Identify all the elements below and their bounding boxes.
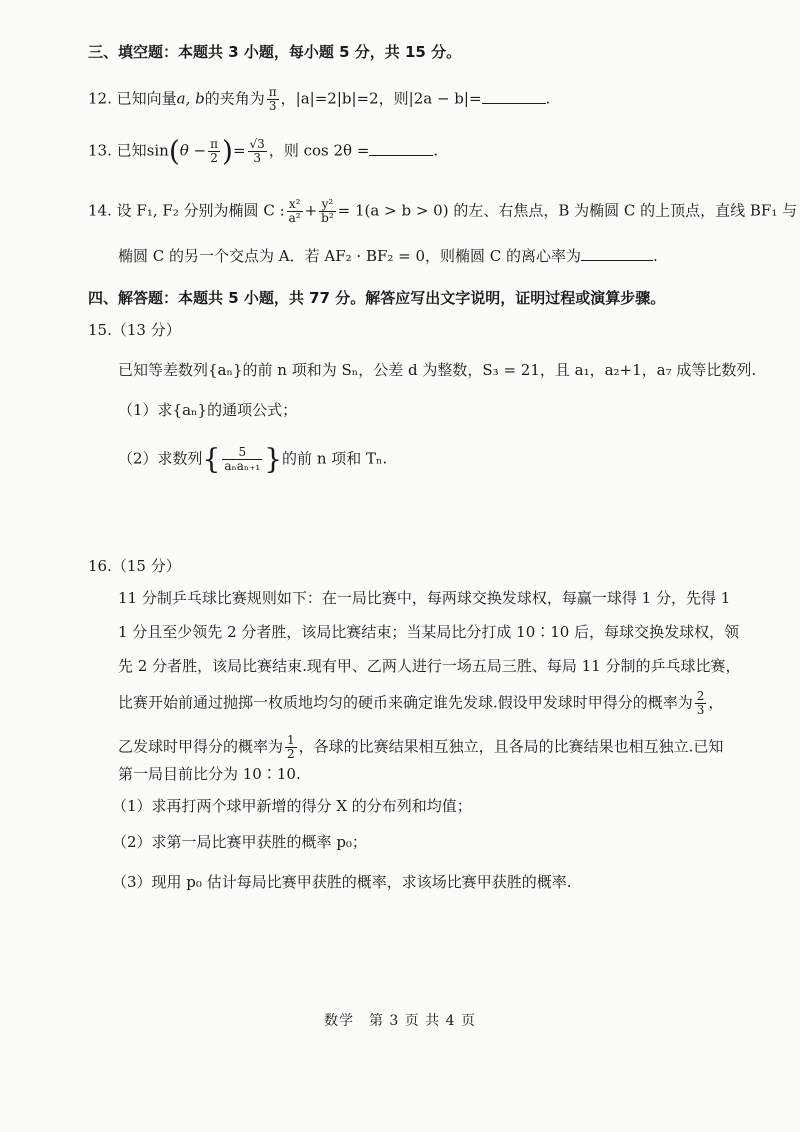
q16-para-line-5 (118, 734, 740, 761)
q15-fraction: $\frac{5}{\text{aₙaₙ₊₁}}$ (224, 445, 261, 473)
q16-p5-text-b: ，各球的比赛结果相互独立，且各局的比赛结果也相互独立.已知 (298, 737, 724, 756)
q12-angle-fraction: $\frac{\pi}{3}$ (268, 85, 277, 113)
q12-text-b: 的夹角为 (204, 89, 265, 108)
q16-para-line-4 (118, 690, 740, 717)
q16-p5-text-a: 乙发球时甲得分的概率为 (118, 737, 284, 756)
answer-blank[interactable] (369, 141, 433, 156)
q12-end: . (545, 89, 551, 108)
question-number: 12. (88, 89, 112, 108)
q16-para-line-3: 先 2 分者胜，该局比赛结束.现有甲、乙两人进行一场五局三胜、每局 11 分制的乒乓球比赛， (118, 657, 741, 675)
question-number: 14. (88, 201, 112, 220)
q16-prob-fraction-a: $\frac{2}{3}$ (696, 689, 705, 717)
q12-vectors: a, b (176, 89, 205, 108)
q13-pi-fraction: $\frac{\pi}{2}$ (210, 137, 219, 165)
question-16-part-1: （1）求再打两个球甲新增的得分 X 的分布列和均值； (112, 797, 472, 815)
q14-x-fraction: $\frac{\text{x²}}{\text{a²}}$ (288, 197, 301, 225)
question-15-part-1: （1）求{aₙ}的通项公式； (118, 401, 298, 419)
q16-prob-fraction-b: $\frac{1}{2}$ (287, 733, 295, 761)
q16-p4-end: ， (708, 693, 724, 712)
section-heading-answer: 四、解答题：本题共 5 小题，共 77 分。解答应写出文字说明，证明过程或演算步骤。 (88, 289, 666, 307)
q15-part2-text-b: 的前 n 项和 Tₙ. (282, 449, 388, 468)
answer-blank[interactable] (581, 246, 653, 261)
question-15-header: 15.（13 分） (88, 321, 181, 339)
question-12 (88, 86, 740, 113)
q15-part2-text-a: （2）求数列 (118, 449, 203, 468)
section-heading-fill-in: 三、填空题：本题共 3 小题，每小题 5 分，共 15 分。 (88, 43, 462, 61)
q16-p4-text: 比赛开始前通过抛掷一枚质地均匀的硬币来确定谁先发球.假设甲发球时甲得分的概率为 (118, 693, 693, 712)
q16-para-line-6: 第一局目前比分为 10∶10. (118, 765, 301, 783)
q13-text-a: 已知 (116, 141, 147, 160)
question-16-part-3: （3）现用 p₀ 估计每局比赛甲获胜的概率，求该场比赛甲获胜的概率. (112, 873, 572, 891)
question-14-line-1 (88, 197, 798, 225)
q13-theta: θ − (179, 141, 207, 160)
question-15-stem: 已知等差数列{aₙ}的前 n 项和为 Sₙ，公差 d 为整数，S₃ = 21，且 a₁，a₂+1，a₇ 成等比数列. (118, 361, 757, 379)
q14-text-c: 椭圆 C 的另一个交点为 A．若 AF₂ · BF₂ = 0，则椭圆 C 的离心率为 (118, 247, 582, 265)
question-16-part-2: （2）求第一局比赛甲获胜的概率 p₀； (112, 833, 367, 851)
q16-para-line-2: 1 分且至少领先 2 分者胜，该局比赛结束；当某局比分打成 10∶10 后，每球交换发球权，领 (118, 623, 740, 641)
question-number: 13. (88, 141, 112, 160)
q16-para-line-1: 11 分制乒乓球比赛规则如下：在一局比赛中，每两球交换发球权，每赢一球得 1 分，先得 1 (118, 589, 731, 607)
q14-end: . (653, 247, 658, 265)
question-14-line-2 (118, 246, 740, 266)
question-13: 13. 已知sin(θ − $\frac{\pi}{2}$ )= $\frac{√3}{3}$ ，则 cos 2θ = . (88, 134, 439, 168)
q13-text-b: ，则 cos 2θ = (268, 141, 370, 160)
question-15-part-2: （2）求数列{ $\frac{5}{\text{aₙaₙ₊₁}}$ }的前 n 项和 Tₙ. (118, 442, 388, 476)
q14-text-b: = 1(a > b > 0) 的左、右焦点，B 为椭圆 C 的上顶点，直线 BF₁ 与 (337, 201, 798, 220)
q13-end: . (433, 141, 439, 160)
page-footer: 数学 第 3 页 共 4 页 (323, 1013, 477, 1029)
q12-text-a: 已知向量 (116, 89, 177, 108)
q14-y-fraction: $\frac{\text{y²}}{\text{b²}}$ (321, 197, 334, 225)
q13-value-fraction: $\frac{√3}{3}$ (249, 137, 265, 165)
question-16-header: 16.（15 分） (88, 557, 181, 575)
q13-sin: sin (146, 141, 169, 160)
q14-plus: + (304, 201, 318, 220)
q12-text-c: ，|a|=2|b|=2，则|2a − b|= (280, 89, 482, 108)
answer-blank[interactable] (482, 89, 546, 104)
q14-text-a: 设 F₁, F₂ 分别为椭圆 C : (116, 201, 285, 220)
